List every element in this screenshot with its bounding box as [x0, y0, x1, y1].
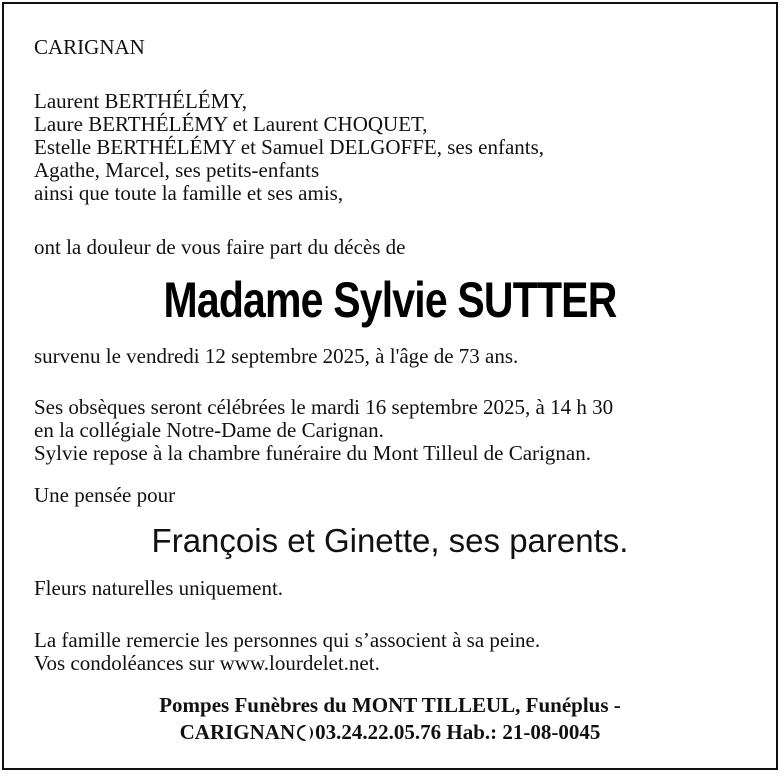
town-heading: CARIGNAN — [34, 35, 145, 59]
condolences-line: Vos condoléances sur www.lourdelet.net. — [34, 651, 380, 675]
family-line: ainsi que toute la famille et ses amis, — [34, 181, 344, 205]
announcement-intro: ont la douleur de vous faire part du décès de — [34, 235, 406, 259]
thought-names: François et Ginette, ses parents. — [151, 522, 629, 559]
funeral-line: en la collégiale Notre-Dame de Carignan. — [34, 418, 384, 442]
family-line: Laurent BERTHÉLÉMY, — [34, 89, 247, 113]
thought-intro: Une pensée pour — [34, 483, 176, 507]
thanks-line: La famille remercie les personnes qui s’associent à sa peine. — [34, 628, 541, 652]
obituary-notice — [2, 2, 778, 770]
footer-town: CARIGNAN — [179, 720, 296, 744]
flowers-note: Fleurs naturelles uniquement. — [34, 576, 284, 600]
phone-icon — [297, 725, 313, 741]
deceased-name: Madame Sylvie SUTTER — [163, 272, 617, 328]
funeral-home-name: Pompes Funèbres du MONT TILLEUL, Funéplus - — [159, 693, 621, 717]
family-line: Estelle BERTHÉLÉMY et Samuel DELGOFFE, ses enfants, — [34, 135, 545, 159]
funeral-line: Ses obsèques seront célébrées le mardi 16 septembre 2025, à 14 h 30 — [34, 395, 614, 419]
death-info: survenu le vendredi 12 septembre 2025, à l'âge de 73 ans. — [34, 344, 519, 368]
footer-details: 03.24.22.05.76 Hab.: 21-08-0045 — [315, 720, 601, 744]
funeral-line: Sylvie repose à la chambre funéraire du Mont Tilleul de Carignan. — [34, 441, 591, 465]
family-line: Laure BERTHÉLÉMY et Laurent CHOQUET, — [34, 112, 428, 136]
family-line: Agathe, Marcel, ses petits-enfants — [34, 158, 320, 182]
funeral-home-contact — [4, 719, 776, 745]
